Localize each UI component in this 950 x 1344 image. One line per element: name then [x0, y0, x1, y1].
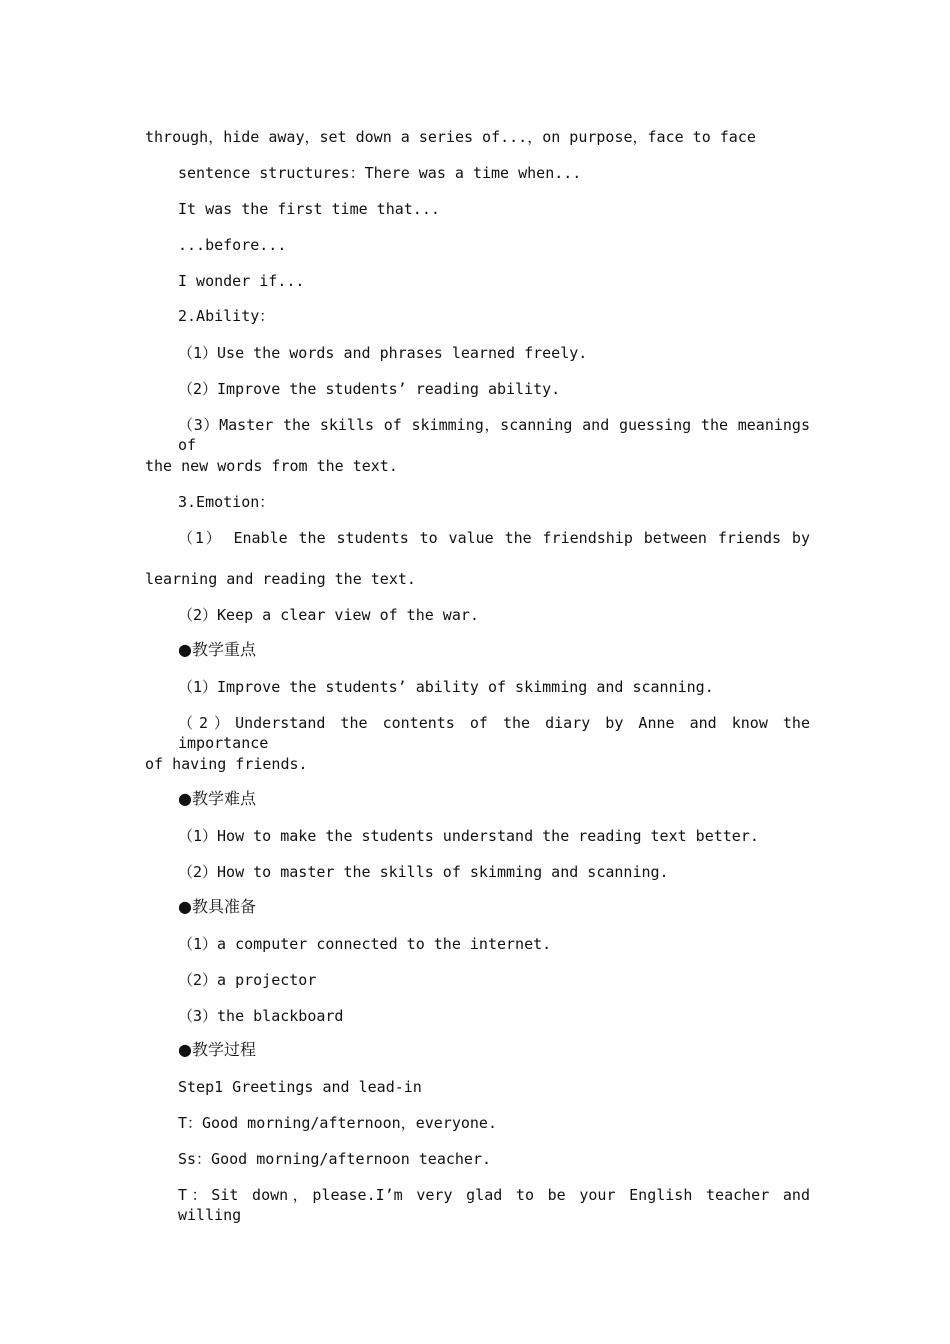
key-point-2-continued: of having friends. [145, 755, 308, 773]
emotion-item-1-continued: learning and reading the text. [145, 570, 416, 588]
vocabulary-phrases-line: through，hide away，set down a series of...，on purpose，face to face [145, 128, 756, 146]
ability-item-3: （3）Master the skills of skimming，scanning and guessing the meanings of [178, 416, 810, 454]
key-point-1: （1）Improve the students’ ability of skimming and scanning. [178, 678, 714, 696]
teaching-aids-heading: ●教具准备 [178, 897, 256, 916]
ability-item-3-continued: the new words from the text. [145, 457, 398, 475]
ability-heading: 2.Ability： [178, 307, 275, 325]
emotion-item-2: （2）Keep a clear view of the war. [178, 606, 479, 624]
structure-before-line: ...before... [178, 236, 287, 254]
emotion-item-1: （1） Enable the students to value the friendship between friends by [178, 529, 810, 547]
structure-first-time-line: It was the first time that... [178, 200, 440, 218]
difficulty-1: （1）How to make the students understand the reading text better. [178, 827, 759, 845]
step1-heading: Step1 Greetings and lead-in [178, 1078, 422, 1096]
key-points-heading: ●教学重点 [178, 640, 256, 659]
dialogue-teacher-intro: T：Sit down，please.I’m very glad to be your English teacher and willing [178, 1186, 810, 1224]
key-point-2: （2）Understand the contents of the diary by Anne and know the importance [178, 714, 810, 752]
dialogue-students-greeting: Ss：Good morning/afternoon teacher. [178, 1150, 492, 1168]
ability-item-1: （1）Use the words and phrases learned freely. [178, 344, 588, 362]
teaching-aid-2: （2）a projector [178, 971, 317, 989]
teaching-process-heading: ●教学过程 [178, 1040, 256, 1059]
difficulties-heading: ●教学难点 [178, 789, 256, 808]
dialogue-teacher-greeting: T：Good morning/afternoon，everyone. [178, 1114, 497, 1132]
difficulty-2: （2）How to master the skills of skimming and scanning. [178, 863, 669, 881]
emotion-heading: 3.Emotion： [178, 493, 275, 511]
teaching-aid-3: （3）the blackboard [178, 1007, 344, 1025]
teaching-aid-1: （1）a computer connected to the internet. [178, 935, 552, 953]
structure-wonder-line: I wonder if... [178, 272, 305, 290]
sentence-structures-line: sentence structures：There was a time when... [178, 164, 582, 182]
ability-item-2: （2）Improve the students’ reading ability. [178, 380, 561, 398]
